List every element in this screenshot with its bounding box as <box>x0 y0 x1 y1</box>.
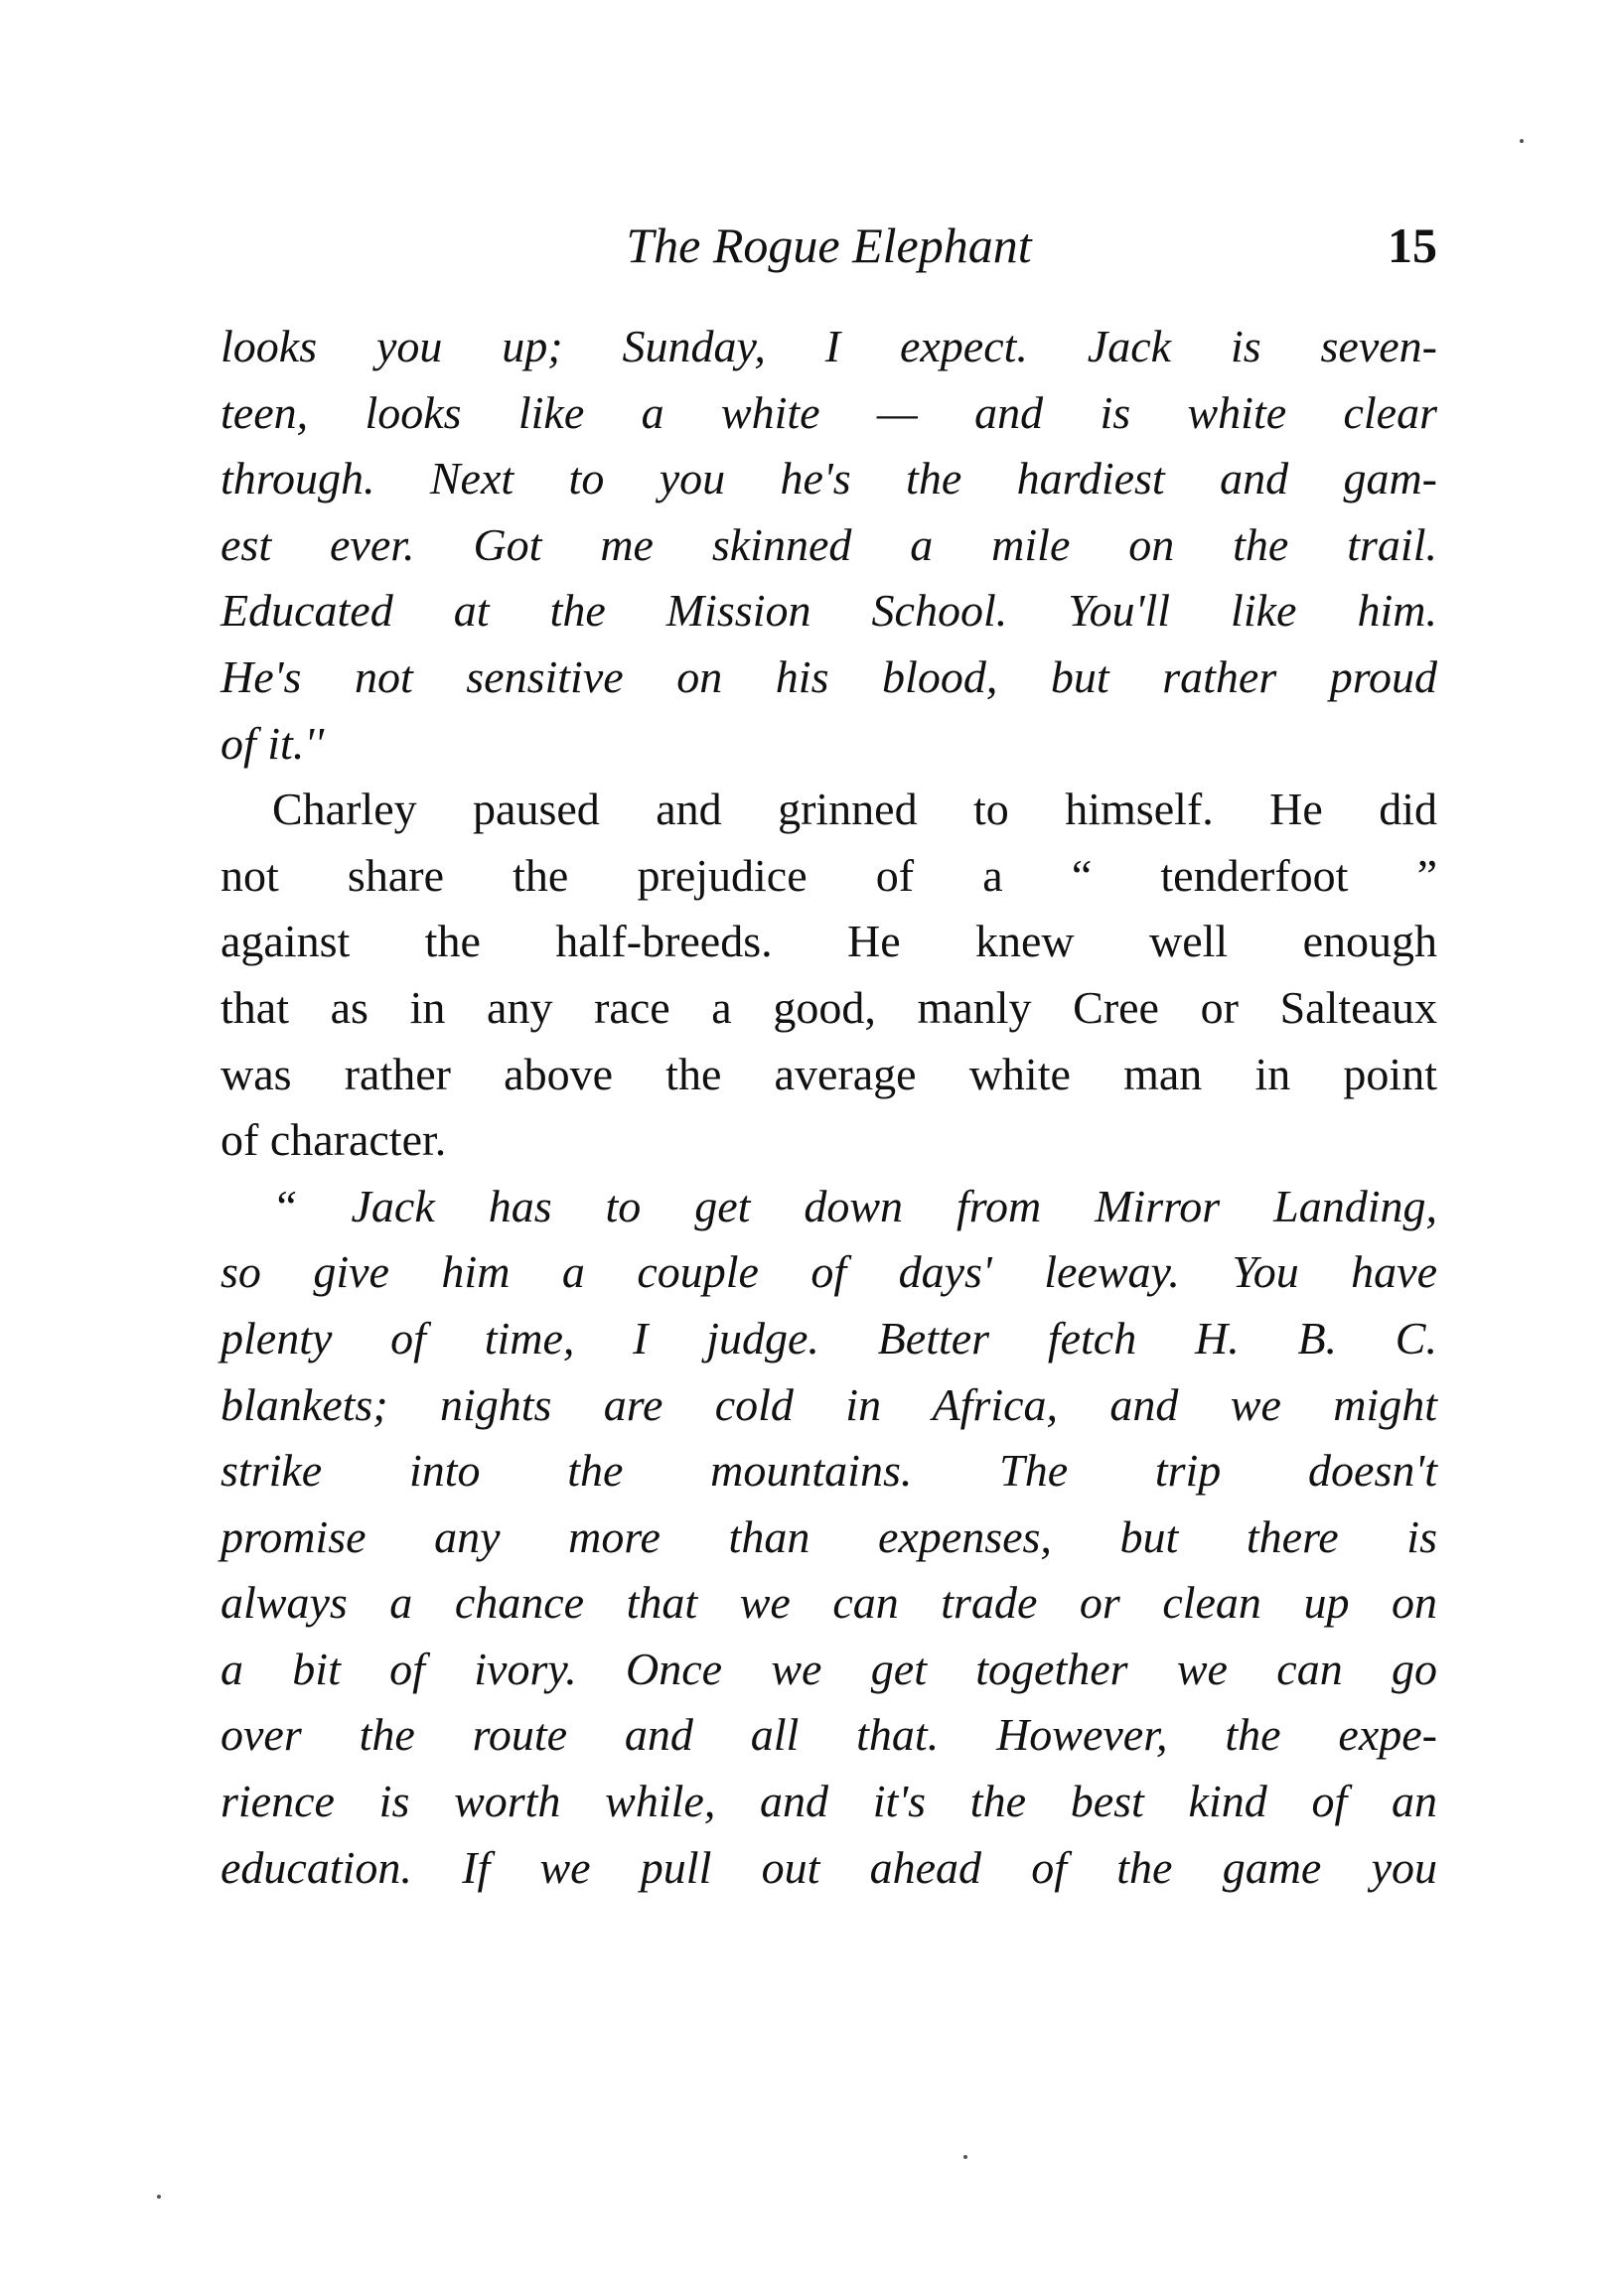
text-line: against the half-breeds. He knew well enough <box>221 916 1437 967</box>
text-line: that as in any race a good, manly Cree or Salteaux <box>221 981 1437 1033</box>
text-line: looks you up; Sunday, I expect. Jack is seven- <box>221 321 1437 371</box>
running-title: The Rogue Elephant <box>626 217 1032 273</box>
text-line: over the route and all that. However, the expe- <box>221 1709 1437 1761</box>
text-line: a bit of ivory. Once we get together we can go <box>221 1643 1437 1694</box>
text-line: plenty of time, I judge. Better fetch H. B. C. <box>221 1312 1437 1363</box>
body-text <box>221 314 1437 1901</box>
text-line: rience is worth while, and it's the best kind of an <box>221 1776 1437 1827</box>
text-line: through. Next to you he's the hardiest and gam- <box>221 453 1437 504</box>
text-line: teen, looks like a white — and is white clear <box>221 386 1437 438</box>
text-line: of it.'' <box>221 717 325 769</box>
text-line: “ Jack has to get down from Mirror Landing, <box>272 1180 1437 1231</box>
scan-speck <box>963 2155 967 2159</box>
text-line: education. If we pull out ahead of the game you <box>221 1841 1437 1893</box>
page-number: 15 <box>1388 217 1437 273</box>
text-line: strike into the mountains. The trip doesn't <box>221 1445 1437 1497</box>
scan-speck <box>1520 139 1524 143</box>
text-line: was rather above the average white man in point <box>221 1048 1437 1099</box>
text-line: so give him a couple of days' leeway. You have <box>221 1246 1437 1298</box>
text-line: He's not sensitive on his blood, but rather proud <box>221 650 1437 702</box>
text-line: Educated at the Mission School. You'll like him. <box>221 585 1437 637</box>
page-header <box>221 211 1437 280</box>
scan-speck <box>157 2195 161 2199</box>
text-line: est ever. Got me skinned a mile on the trail. <box>221 518 1437 570</box>
text-line: Charley paused and grinned to himself. He did <box>272 784 1437 835</box>
text-line: not share the prejudice of a “ tenderfoot ” <box>221 849 1437 901</box>
text-line: of character. <box>221 1114 447 1166</box>
text-line: always a chance that we can trade or clean up on <box>221 1577 1437 1629</box>
text-line: blankets; nights are cold in Africa, and we might <box>221 1378 1437 1430</box>
text-line: promise any more than expenses, but there is <box>221 1510 1437 1562</box>
